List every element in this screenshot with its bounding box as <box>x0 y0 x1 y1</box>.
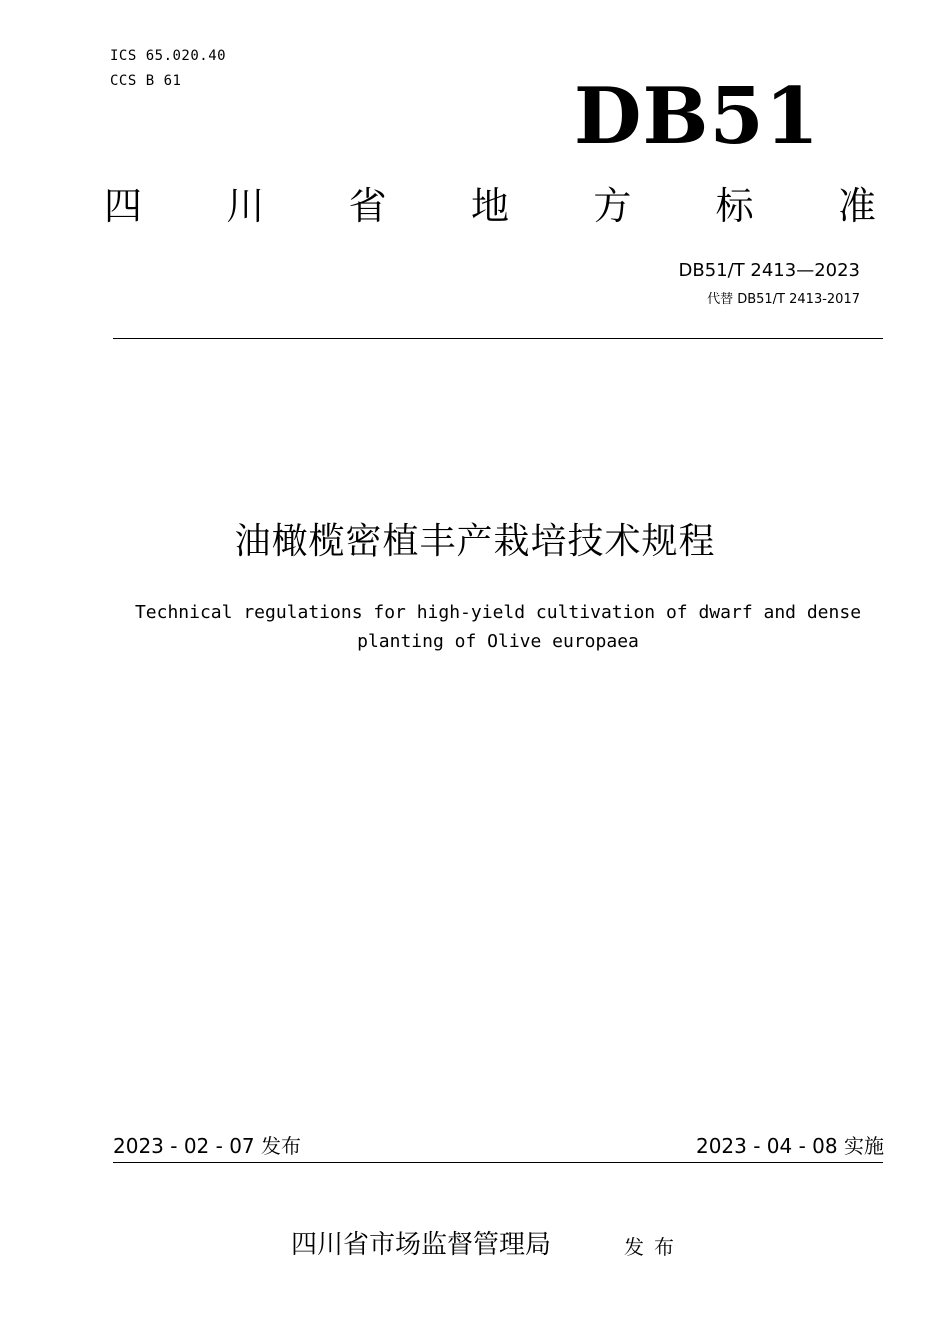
title-chinese: 油橄榄密植丰产栽培技术规程 <box>234 521 716 562</box>
standard-type-char: 准 <box>837 184 876 228</box>
title-english-line-2: planting of Olive europaea <box>357 631 639 652</box>
standard-type-char: 川 <box>226 184 265 228</box>
bottom-divider <box>113 1162 883 1163</box>
issue-date: 2023 - 02 - 07 发布 <box>113 1134 302 1158</box>
ccs-code: CCS B 61 <box>110 73 182 89</box>
title-english <box>110 598 886 656</box>
standard-type-char: 方 <box>593 184 632 228</box>
implementation-date: 2023 - 04 - 08 实施 <box>695 1134 884 1158</box>
standard-type-char: 四 <box>104 184 143 228</box>
standard-number: DB51/T 2413—2023 <box>678 260 860 281</box>
standard-type-char: 地 <box>470 184 509 228</box>
ics-code: ICS 65.020.40 <box>110 48 227 64</box>
publisher-name: 四川省市场监督管理局 <box>291 1230 552 1260</box>
title-english-line-1: Technical regulations for high-yield cultivation of dwarf and dense <box>134 602 862 623</box>
standard-type-char: 标 <box>715 184 754 228</box>
standard-type-heading <box>104 180 876 232</box>
replaces-standard: 代替 DB51/T 2413-2017 <box>707 292 860 307</box>
top-divider <box>113 338 883 339</box>
standard-type-char: 省 <box>348 184 387 228</box>
db51-mark: DB51 <box>573 71 820 162</box>
publish-label: 发布 <box>624 1235 684 1259</box>
